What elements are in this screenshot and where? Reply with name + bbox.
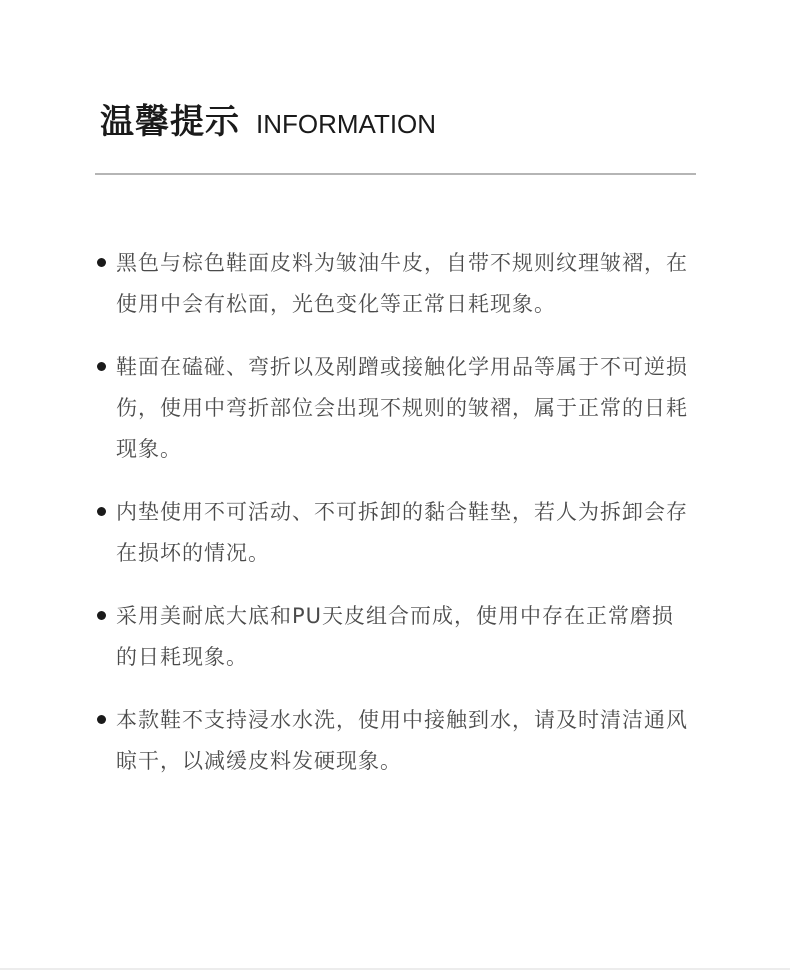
bullet-dot-icon [97, 715, 106, 724]
header-divider [95, 173, 696, 175]
notice-list [95, 243, 696, 804]
list-item [95, 596, 696, 678]
page-subtitle: INFORMATION [256, 109, 437, 139]
notice-text: 本款鞋不支持浸水水洗，使用中接触到水，请及时清洁通风晾干，以减缓皮料发硬现象。 [116, 708, 688, 773]
list-item [95, 492, 696, 574]
notice-text: 内垫使用不可活动、不可拆卸的黏合鞋垫，若人为拆卸会存在损坏的情况。 [116, 500, 688, 565]
bullet-dot-icon [97, 611, 106, 620]
list-item [95, 347, 696, 470]
notice-text: 黑色与棕色鞋面皮料为皱油牛皮，自带不规则纹理皱褶，在使用中会有松面，光色变化等正常日耗现象。 [116, 251, 688, 316]
bullet-dot-icon [97, 258, 106, 267]
notice-text: 采用美耐底大底和PU天皮组合而成，使用中存在正常磨损的日耗现象。 [116, 604, 675, 669]
list-item [95, 700, 696, 782]
page-title: 温馨提示 [100, 102, 240, 142]
list-item [95, 243, 696, 325]
bullet-dot-icon [97, 507, 106, 516]
notice-text: 鞋面在磕碰、弯折以及剐蹭或接触化学用品等属于不可逆损伤，使用中弯折部位会出现不规则的皱褶，属于正常的日耗现象。 [116, 355, 688, 461]
page-header [100, 100, 436, 148]
bullet-dot-icon [97, 362, 106, 371]
